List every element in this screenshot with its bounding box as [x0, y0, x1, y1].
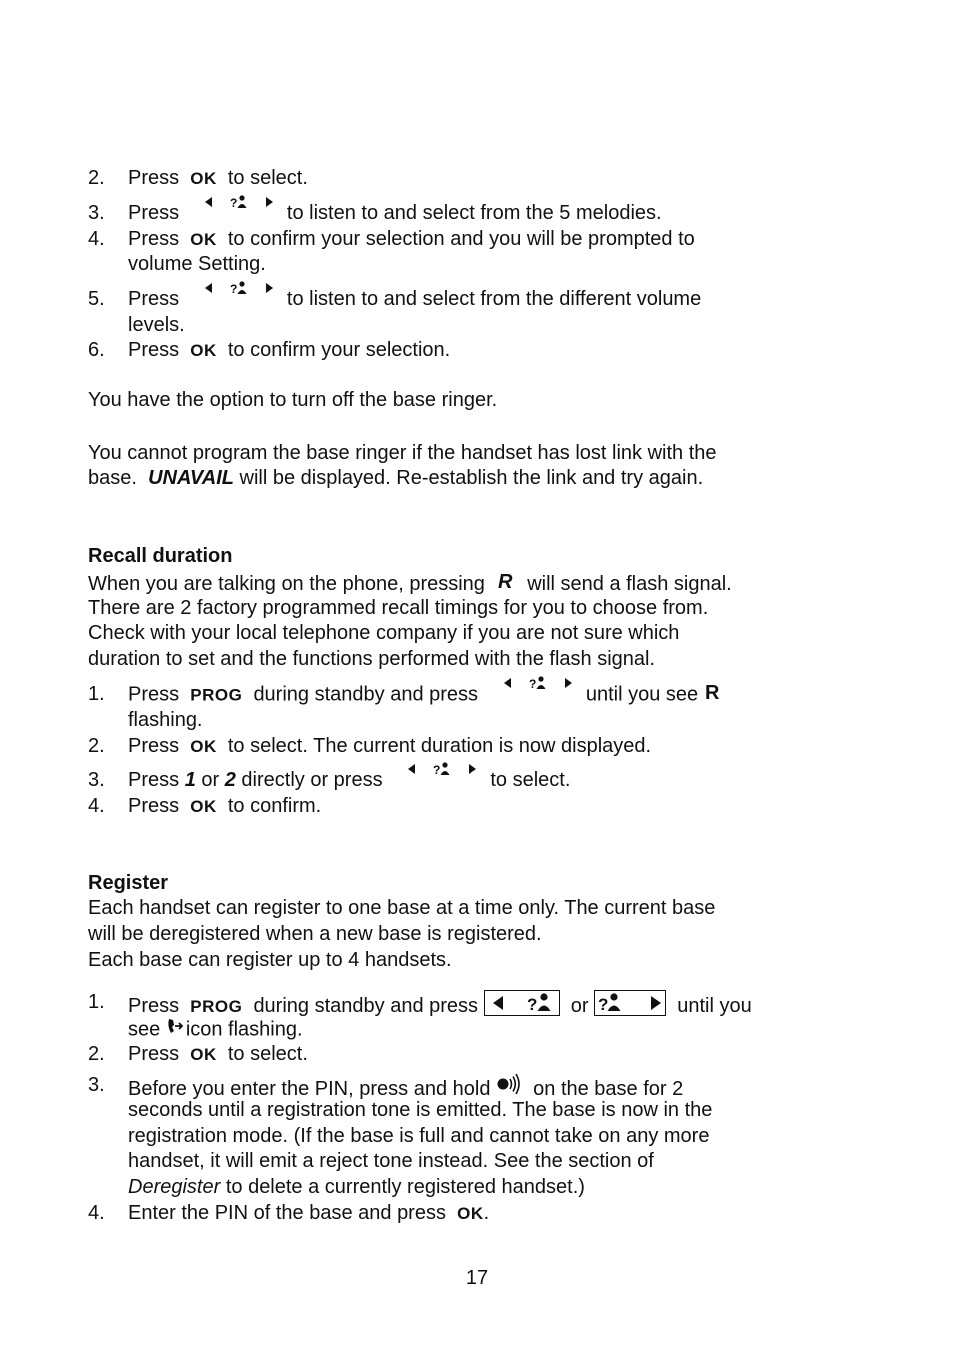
ok-key: OK: [190, 797, 217, 816]
svg-text:?: ?: [229, 282, 238, 296]
prog-key: PROG: [190, 685, 243, 705]
register-heading: Register: [88, 872, 169, 894]
ok-key: OK: [190, 737, 217, 756]
ok-key: OK: [457, 1204, 484, 1223]
register-handset-icon: [166, 1016, 186, 1044]
ok-key: OK: [190, 169, 217, 188]
note-turn-off-ringer: You have the option to turn off the base ringer.: [88, 389, 498, 411]
recall-r-display-icon: [704, 682, 720, 708]
ok-key: OK: [190, 230, 217, 249]
key-1: 1: [184, 769, 196, 791]
page-number: 17: [465, 1267, 489, 1289]
deregister-section-ref: Deregister: [128, 1176, 221, 1198]
svg-text:?: ?: [598, 995, 609, 1014]
ok-key: OK: [190, 341, 217, 360]
unavail-display-text: UNAVAIL: [148, 467, 234, 489]
nav-left-phonebook-right-icon: [196, 282, 276, 311]
prog-key: PROG: [190, 997, 243, 1016]
nav-left-phonebook-right-icon: [399, 763, 479, 792]
key-2: 2: [224, 769, 236, 791]
nav-left-phonebook-right-icon: [196, 196, 276, 225]
ok-key: OK: [190, 1045, 217, 1064]
phonebook-right-key-icon: [594, 990, 666, 1016]
note-lost-link: You cannot program the base ringer if the handset has lost link with the: [88, 442, 717, 464]
svg-text:R: R: [498, 571, 513, 592]
svg-text:?: ?: [433, 763, 441, 777]
left-phonebook-key-icon: [484, 990, 560, 1016]
svg-text:?: ?: [526, 995, 537, 1014]
recall-duration-heading: Recall duration: [88, 545, 233, 567]
manual-page: 2. Press OK to select. 3. Press ? to listen to and select from the 5 melodies. 4. Press OK to confirm your selection and you will be prompted to volume Setting. 5. Press ? to listen to and select from the different volume levels. 6. Press OK to confirm your selection. You have the option to turn off the base ringer. You cannot program the base ringer if the handset has lost link with the base. UNAVAIL will be displayed. Re-establish the link and try again. Recall duration When you are talking on the phone, pressing R will send a flash signal. There are 2 factory programmed recall timings for you to choose from. Check with your local telephone company if you are not sure which duration to set and the functions performed with the flash signal. 1. Press PROG during standby and press ? until you see R flashing. 2. Press OK to select. The current duration is now displayed. 3. Press 1 or 2 directly or press ? to select. 4. Press OK to confirm. Register Each handset can register to one base at a time only. The current base will be deregistered when a new base is registered. Each base can register up to 4 handsets. 1. Press PROG during standby and press ? or ? until you see icon flashing. 2. Press OK to select. 3. Before you enter the PIN, press and hold on the base for 2 seconds until a registration tone is emitted. The base is now in the registration mode. (If the base is full and cannot take on any more handset, it will emit a reject tone instead. See the section of Deregister to delete a currently registered handset.) 4. Enter the PIN of the base and press OK. 17: [0, 0, 954, 1351]
svg-text:?: ?: [528, 677, 537, 691]
svg-text:?: ?: [229, 196, 238, 210]
nav-left-phonebook-right-icon: [495, 677, 575, 706]
svg-text:R: R: [704, 682, 720, 702]
